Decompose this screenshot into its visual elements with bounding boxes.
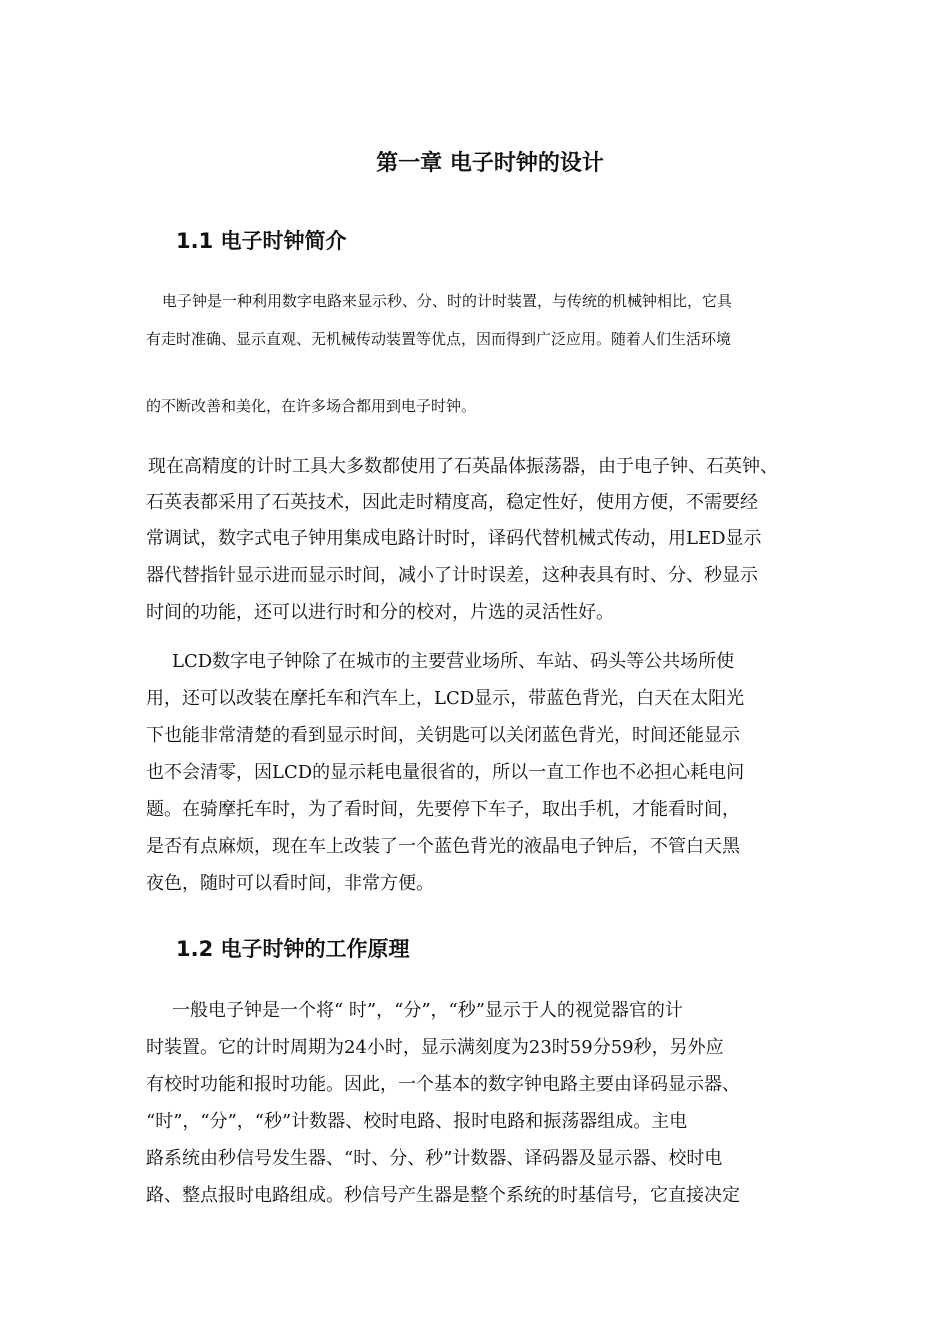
text-line: 夜色，随时可以看时间，非常方便。 [146,873,434,894]
text-line: 题。在骑摩托车时，为了看时间，先要停下车子，取出手机，才能看时间， [146,799,740,820]
text-line: 有走时准确、显示直观、无机械传动装置等优点，因而得到广泛应用。随着人们生活环境 [146,330,732,348]
section-heading-1-2: 1.2 电子时钟的工作原理 [176,937,410,961]
text-line: 下也能非常清楚的看到显示时间，关钥匙可以关闭蓝色背光，时间还能显示 [146,725,740,746]
text-line: 石英表都采用了石英技术，因此走时精度高，稳定性好，使用方便，不需要经 [146,492,758,513]
text-line: 电子钟是一种利用数字电路来显示秒、分、时的计时装置，与传统的机械钟相比，它具 [162,292,733,310]
text-line: 是否有点麻烦，现在车上改装了一个蓝色背光的液晶电子钟后，不管白天黑 [146,836,740,857]
text-line: “时”，“分”，“秒”计数器、校时电路、报时电路和振荡器组成。主电 [146,1111,688,1132]
text-line: 现在高精度的计时工具大多数都使用了石英晶体振荡器，由于电子钟、石英钟、 [148,456,778,477]
text-line: 器代替指针显示进而显示时间，减小了计时误差，这种表具有时、分、秒显示 [146,565,758,586]
text-line: 时装置。它的计时周期为24小时，显示满刻度为23时59分59秒，另外应 [146,1037,724,1058]
text-line: 路系统由秒信号发生器、“时、分、秒”计数器、译码器及显示器、校时电 [146,1148,723,1169]
text-line: 一般电子钟是一个将“ 时”，“分”，“秒”显示于人的视觉器官的计 [172,1000,683,1021]
text-line: 也不会清零，因LCD的显示耗电量很省的，所以一直工作也不必担心耗电问 [146,762,745,783]
chapter-title: 第一章 电子时钟的设计 [376,151,604,176]
text-line: 路、整点报时电路组成。秒信号产生器是整个系统的时基信号，它直接决定 [146,1185,740,1206]
text-line: 有校时功能和报时功能。因此，一个基本的数字钟电路主要由译码显示器、 [146,1074,740,1095]
text-line: 的不断改善和美化，在许多场合都用到电子时钟。 [146,397,477,415]
text-line: 用，还可以改装在摩托车和汽车上，LCD显示，带蓝色背光，白天在太阳光 [146,688,745,709]
text-line: 时间的功能，还可以进行时和分的校对，片选的灵活性好。 [146,602,614,623]
section-heading-1-1: 1.1 电子时钟简介 [176,229,347,253]
text-line: LCD数字电子钟除了在城市的主要营业场所、车站、码头等公共场所使 [172,651,735,672]
text-line: 常调试，数字式电子钟用集成电路计时时，译码代替机械式传动，用LED显示 [146,528,762,549]
